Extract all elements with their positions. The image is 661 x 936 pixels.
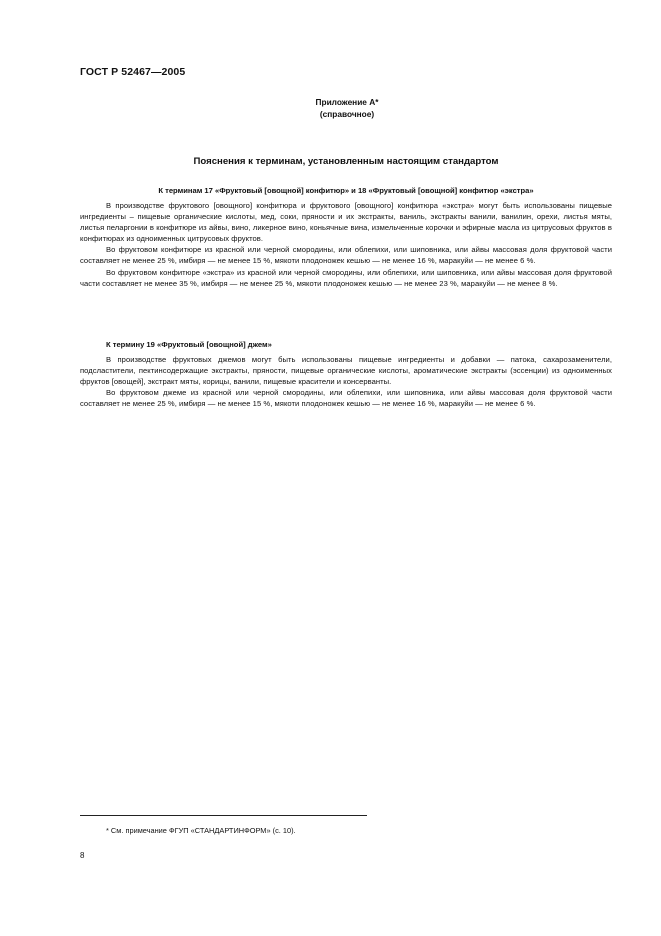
section-heading: Пояснения к терминам, установленным настоящим стандартом (193, 156, 499, 167)
footnote: * См. примечание ФГУП «СТАНДАРТИНФОРМ» (с. 10). (106, 826, 296, 835)
term-19-title: К термину 19 «Фруктовый [овощной] джем» (106, 340, 272, 349)
annex-subtitle: (справочное) (319, 109, 375, 119)
term-19-section (80, 339, 612, 409)
annex-title: Приложение А* (315, 97, 379, 107)
footnote-divider (80, 815, 367, 816)
paragraph: Во фруктовом джеме из красной или черной смородины, или облепихи, или шиповника, или айвы массовая доля фруктовой части составляет не менее 25 %, имбиря — не менее 15 %, мякоти плодоножек кешью — не менее 16 %, маракуйи — не менее 6 %. (80, 388, 612, 409)
paragraph: В производстве фруктового [овощного] конфитюра и фруктового [овощного] конфитюра «экстра» могут быть использованы пищевые ингредиенты – пищевые органические кислоты, мед, соки, пряности и их экстракты, ваниль, экстракты ванили, ванилин, орехи, листья мяты, листья пеларгонии в конфитюре из айвы, вино, ликерное вино, коньячные вина, измельченные корочки и эфирные масла из цитрусовых фруктов в конфитюрах из одноименных цитрусовых фруктов. (80, 201, 612, 244)
paragraph: В производстве фруктовых джемов могут быть использованы пищевые ингредиенты и добавки — патока, сахарозаменители, подсластители, пектинсодержащие экстракты, пряности, пищевые органические кислоты, ароматические экстракты (эссенции) из одноименных фруктов [овощей], экстракт мяты, корицы, ванили, пищевые красители и консерванты. (80, 355, 612, 387)
terms-17-18-section (80, 185, 612, 289)
annex-label (300, 96, 394, 120)
terms-17-18-title: К терминам 17 «Фруктовый [овощной] конфитюр» и 18 «Фруктовый [овощной] конфитюр «экстра» (158, 186, 534, 195)
paragraph: Во фруктовом конфитюре «экстра» из красной или черной смородины, или облепихи, или шиповника, или айвы массовая доля фруктовой части составляет не менее 35 %, имбиря — не менее 25 %, мякоти плодоножек кешью — не менее 23 %, маракуйи — не менее 8 %. (80, 267, 612, 288)
page-number: 8 (80, 851, 85, 860)
paragraph: Во фруктовом конфитюре из красной или черной смородины, или облепихи, или шиповника, или айвы массовая доля фруктовой части составляет не менее 25 %, имбиря — не менее 15 %, мякоти плодоножек кешью — не менее 16 %, маракуйи — не менее 6 %. (80, 245, 612, 266)
document-code: ГОСТ Р 52467—2005 (80, 66, 186, 78)
